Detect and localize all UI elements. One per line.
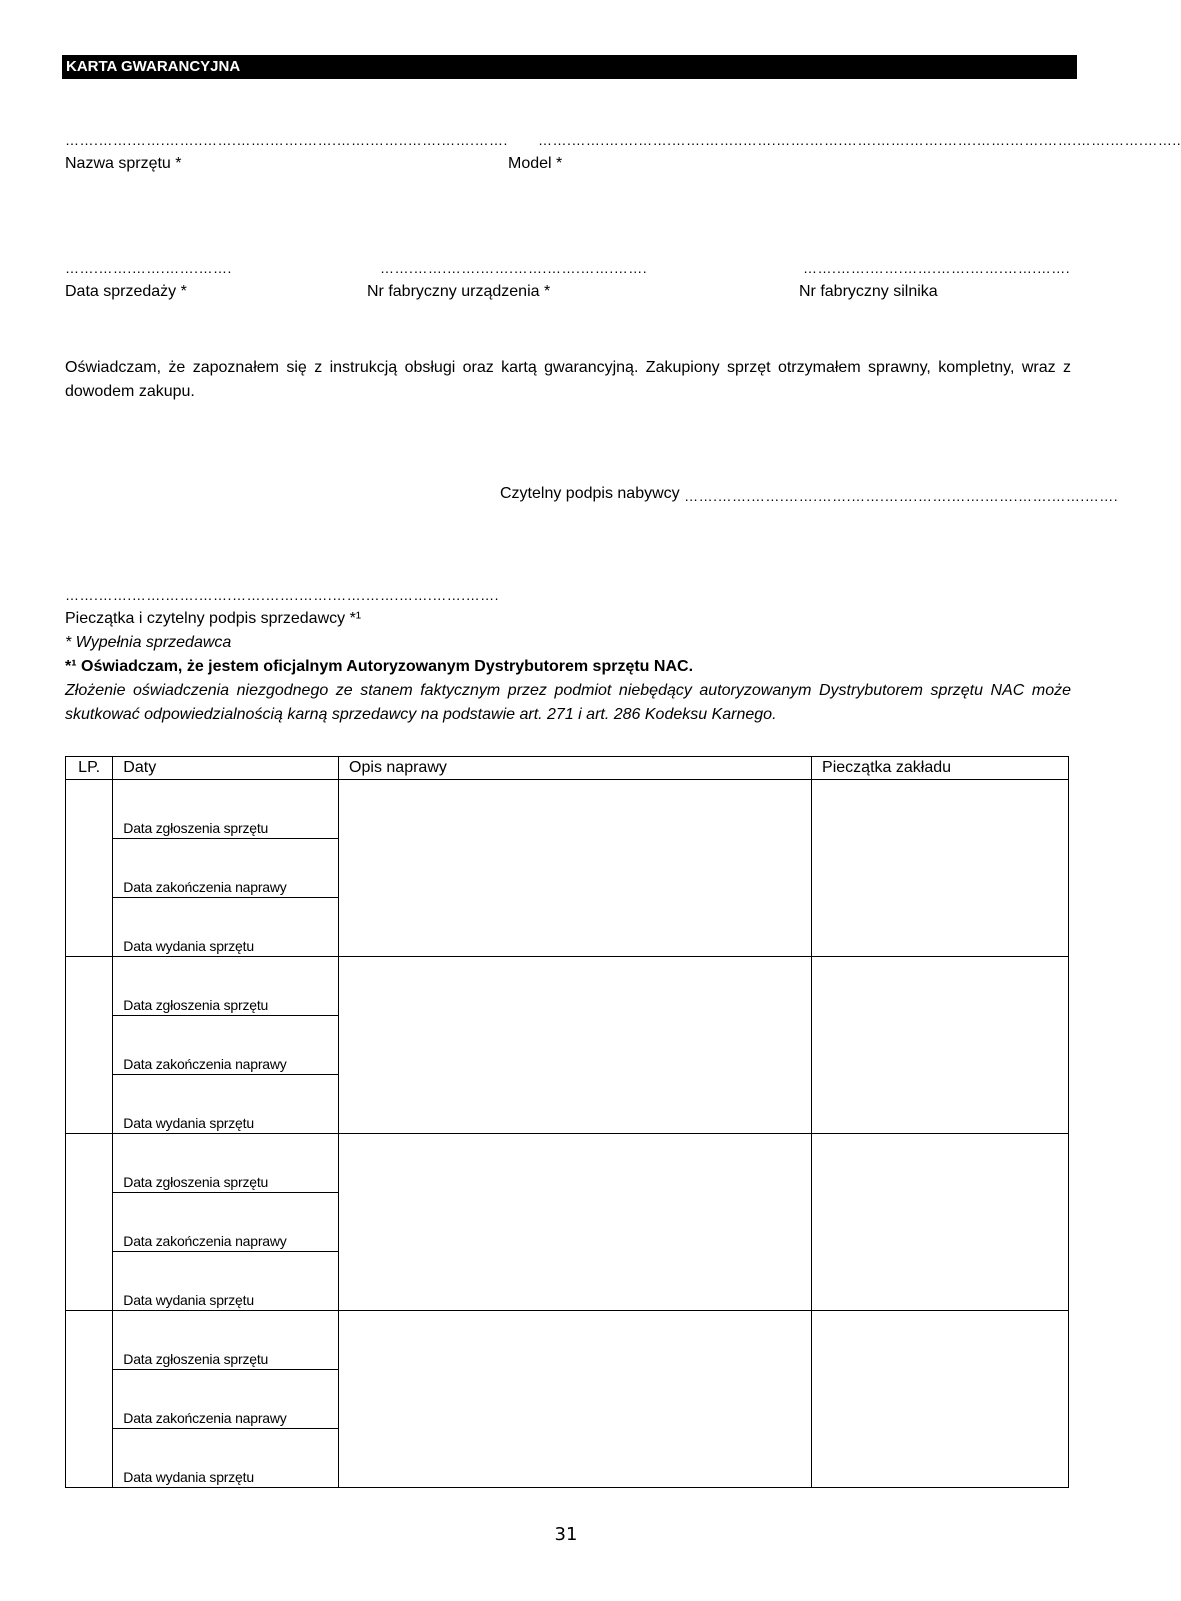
serial-device-dotted-line: …….…….…….…….…….…….…….……. — [380, 260, 648, 276]
buyer-signature-dotted-line: …….…….…….…….…….…….…….…….…….…….…….…….……. — [684, 488, 1119, 504]
table-header-row — [66, 757, 1069, 780]
release-date-cell[interactable]: Data wydania sprzętu — [113, 1429, 339, 1488]
page-number: 31 — [554, 1524, 578, 1545]
workshop-stamp-cell[interactable] — [812, 957, 1069, 1134]
repair-completion-date-cell[interactable]: Data zakończenia naprawy — [113, 1016, 339, 1075]
page-title: KARTA GWARANCYJNA — [62, 55, 1077, 79]
submission-date-cell[interactable]: Data zgłoszenia sprzętu — [113, 780, 339, 839]
buyer-signature-label: Czytelny podpis nabywcy — [500, 485, 680, 502]
release-date-cell[interactable]: Data wydania sprzętu — [113, 1075, 339, 1134]
workshop-stamp-cell[interactable] — [812, 780, 1069, 957]
column-header-workshop-stamp: Pieczątka zakładu — [812, 757, 1069, 780]
workshop-stamp-cell[interactable] — [812, 1311, 1069, 1488]
column-header-lp: LP. — [66, 757, 113, 780]
seller-footnote: * Wypełnia sprzedawca — [65, 634, 232, 651]
table-row — [66, 1134, 1069, 1193]
serial-engine-dotted-line: …….…….…….…….…….…….…….……. — [803, 260, 1071, 276]
sale-date-label: Data sprzedaży * — [65, 283, 187, 300]
equipment-name-dotted-line: …….…….…….……..…….…….…….…….…….……..…….…….……. — [65, 132, 508, 148]
model-label: Model * — [508, 155, 563, 172]
repair-description-cell[interactable] — [339, 780, 812, 957]
workshop-stamp-cell[interactable] — [812, 1134, 1069, 1311]
repair-completion-date-cell[interactable]: Data zakończenia naprawy — [113, 1370, 339, 1429]
table-row — [66, 1311, 1069, 1370]
repair-completion-date-cell[interactable]: Data zakończenia naprawy — [113, 839, 339, 898]
lp-cell[interactable] — [66, 780, 113, 957]
authorized-distributor-declaration: *¹ Oświadczam, że jestem oficjalnym Autoryzowanym Dystrybutorem sprzętu NAC. — [65, 658, 694, 675]
repairs-table — [65, 756, 1069, 1488]
sale-date-dotted-line: …….…….…….…….……. — [65, 260, 232, 276]
seller-section — [65, 607, 1071, 727]
model-dotted-line: …….…….…….…….…….……..…….…….…….…….…….…….…….…….…….…….…….…….…….. — [538, 132, 1181, 148]
release-date-cell[interactable]: Data wydania sprzętu — [113, 898, 339, 957]
column-header-repair-description: Opis naprawy — [339, 757, 812, 780]
serial-device-label: Nr fabryczny urządzenia * — [367, 283, 551, 300]
buyer-signature-row — [500, 484, 1119, 504]
seller-dotted-line: …….…….…….…….…….…….…….…….…….…….…….…….……. — [65, 587, 500, 603]
lp-cell[interactable] — [66, 957, 113, 1134]
repair-completion-date-cell[interactable]: Data zakończenia naprawy — [113, 1193, 339, 1252]
column-header-dates: Daty — [113, 757, 339, 780]
lp-cell[interactable] — [66, 1134, 113, 1311]
lp-cell[interactable] — [66, 1311, 113, 1488]
equipment-name-label: Nazwa sprzętu * — [65, 155, 182, 172]
release-date-cell[interactable]: Data wydania sprzętu — [113, 1252, 339, 1311]
legal-warning: Złożenie oświadczenia niezgodnego ze stanem faktycznym przez podmiot niebędący autoryzowanym Dystrybutorem sprzętu NAC może skutkować odpowiedzialnością karną sprzedawcy na podstawie art. 271 i art. 286 Kodeksu Karnego. — [65, 682, 1071, 723]
repair-description-cell[interactable] — [339, 1311, 812, 1488]
table-row — [66, 957, 1069, 1016]
buyer-declaration: Oświadczam, że zapoznałem się z instrukcją obsługi oraz kartą gwarancyjną. Zakupiony sprzęt otrzymałem sprawny, kompletny, wraz z dowodem zakupu. — [65, 359, 1071, 400]
repair-description-cell[interactable] — [339, 1134, 812, 1311]
submission-date-cell[interactable]: Data zgłoszenia sprzętu — [113, 957, 339, 1016]
repair-description-cell[interactable] — [339, 957, 812, 1134]
submission-date-cell[interactable]: Data zgłoszenia sprzętu — [113, 1311, 339, 1370]
serial-engine-label: Nr fabryczny silnika — [799, 283, 938, 300]
table-row — [66, 780, 1069, 839]
seller-signature-label: Pieczątka i czytelny podpis sprzedawcy *¹ — [65, 610, 362, 627]
submission-date-cell[interactable]: Data zgłoszenia sprzętu — [113, 1134, 339, 1193]
